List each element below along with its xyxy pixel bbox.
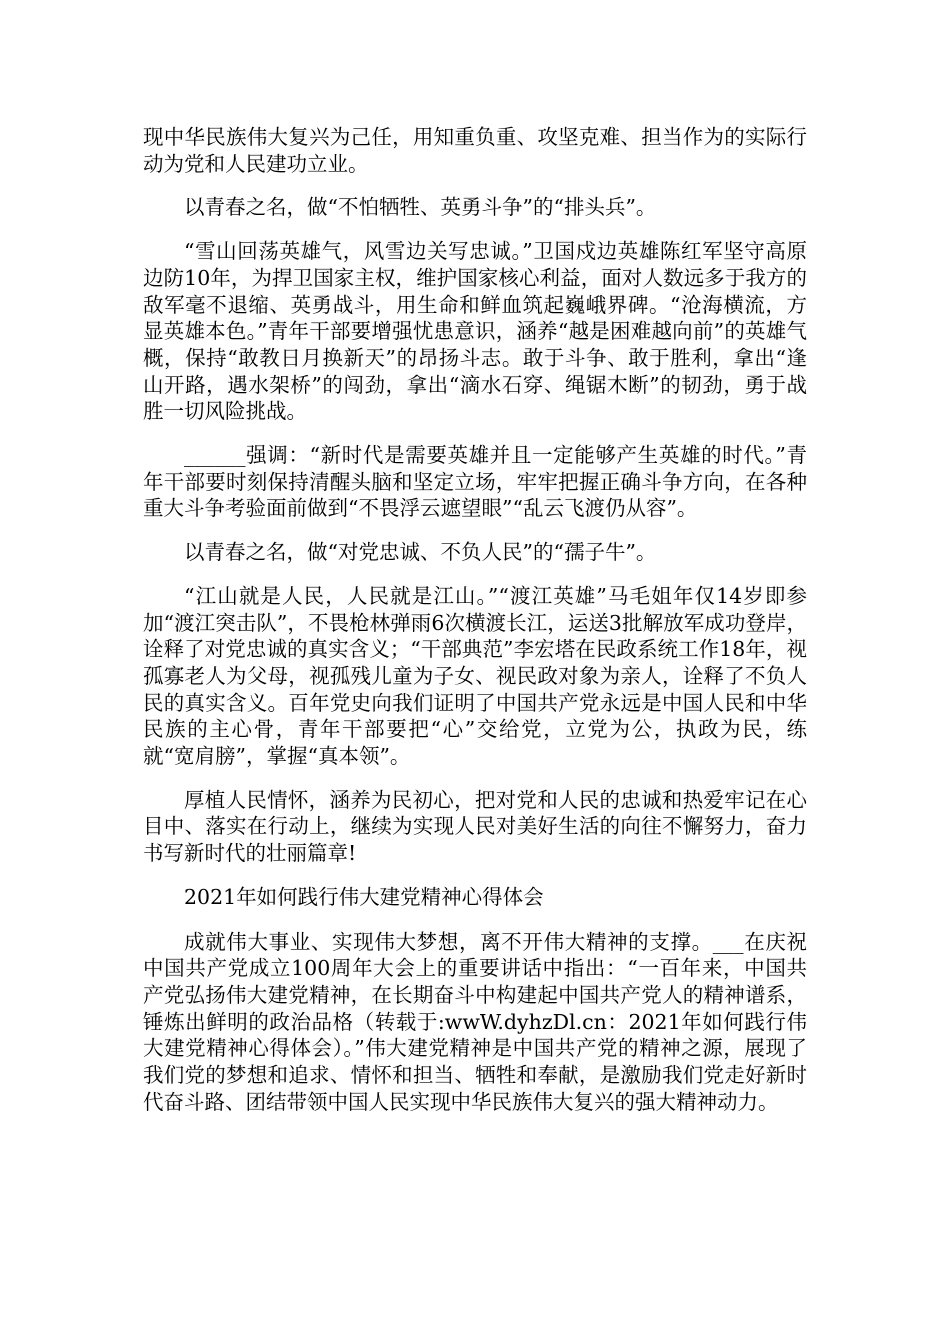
- paragraph-chen-hongjun: “雪山回荡英雄气，风雪边关写忠诚。”卫国戍边英雄陈红军坚守高原边防10年，为捍卫国家主权，维护国家核心利益，面对人数远多于我方的敌军毫不退缩、英勇战斗，用生命和鲜血筑起巍峨界碑。“沧海横流，方显英雄本色。”青年干部要增强忧患意识，涵养“越是困难越向前”的英雄气概，保持“敢教日月换新天”的昂扬斗志。敢于斗争、敢于胜利，拿出“逢山开路，遇水架桥”的闯劲，拿出“滴水石穿、绳锯木断”的韧劲，勇于战胜一切风险挑战。: [143, 239, 807, 424]
- paragraph-continuation: 现中华民族伟大复兴为己任，用知重负重、攻坚克难、担当作为的实际行动为党和人民建功立业。: [143, 125, 807, 176]
- section-heading-paitoubing: 以青春之名，做“不怕牺牲、英勇斗争”的“排头兵”。: [184, 195, 657, 220]
- section-heading-ruziniu: 以青春之名，做“对党忠诚、不负人民”的“孺子牛”。: [184, 540, 657, 565]
- paragraph-people-sentiment: 厚植人民情怀，涵养为民初心，把对党和人民的忠诚和热爱牢记在心目中、落实在行动上，继续为实现人民对美好生活的向往不懈努力，奋力书写新时代的壮丽篇章!: [143, 787, 807, 866]
- paragraph-party-spirit: 成就伟大事业、实现伟大梦想，离不开伟大精神的支撑。___在庆祝中国共产党成立100周年大会上的重要讲话中指出：“一百年来，中国共产党弘扬伟大建党精神，在长期奋斗中构建起中国共产党人的精神谱系，锤炼出鲜明的政治品格（转载于:wwW.dyhzDl.cn：2021年如何践行伟大建党精神心得体会）。”伟大建党精神是中国共产党的精神之源，展现了我们党的梦想和追求、情怀和担当、牺牲和奉献，是激励我们党走好新时代奋斗路、团结带领中国人民实现中华民族伟大复兴的强大精神动力。: [143, 929, 807, 1114]
- paragraph-ma-maojie: “江山就是人民，人民就是江山。”“渡江英雄”马毛姐年仅14岁即参加“渡江突击队”，不畏枪林弹雨6次横渡长江，运送3批解放军成功登岸，诠释了对党忠诚的真实含义；“干部典范”李宏塔在民政系统工作18年，视孤寡老人为父母，视孤残儿童为子女、视民政对象为亲人，诠释了不负人民的真实含义。百年党史向我们证明了中国共产党永远是中国人民和中华民族的主心骨，青年干部要把“心”交给党，立党为公，执政为民，练就“宽肩膀”，掌握“真本领”。: [143, 583, 807, 769]
- article-title: 2021年如何践行伟大建党精神心得体会: [184, 884, 544, 909]
- document-body: [143, 124, 807, 1133]
- paragraph-hero-era: ______强调：“新时代是需要英雄并且一定能够产生英雄的时代。”青年干部要时刻保持清醒头脑和坚定立场，牢牢把握正确斗争方向，在各种重大斗争考验面前做到“不畏浮云遮望眼”“乱云飞渡仍从容”。: [143, 443, 807, 521]
